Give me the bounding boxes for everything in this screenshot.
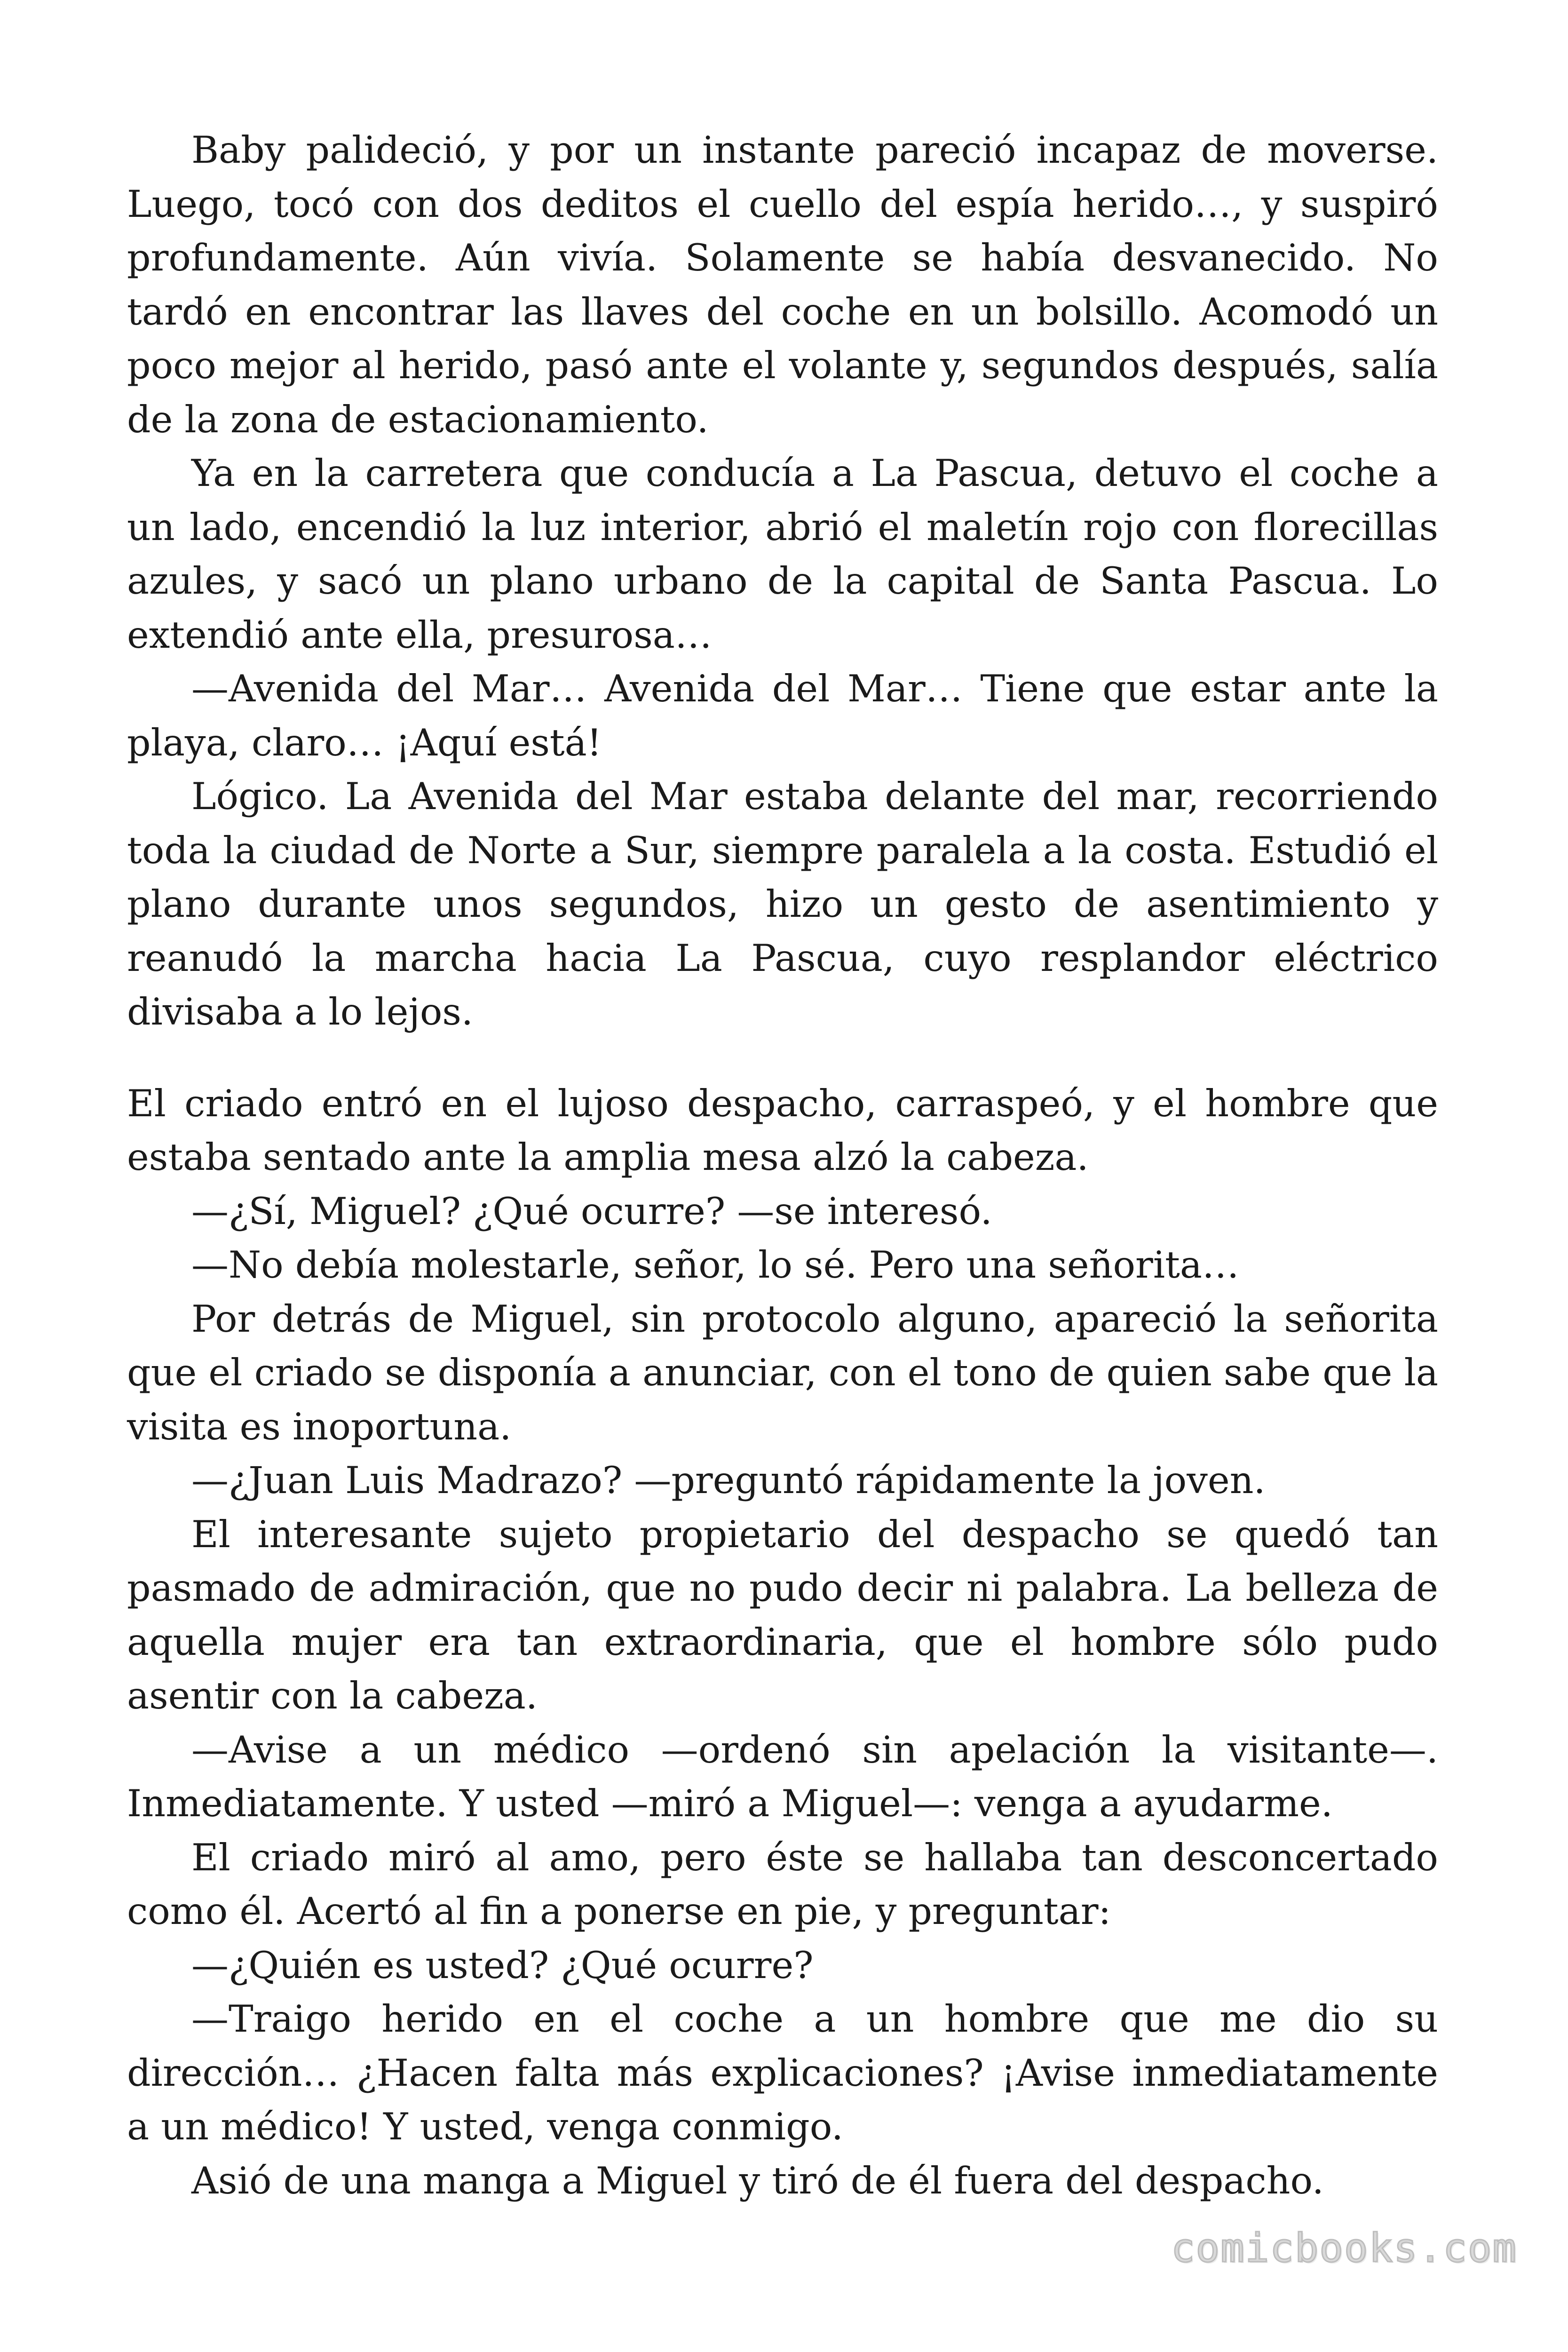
paragraph: —¿Juan Luis Madrazo? —preguntó rápidamente la joven. <box>191 1459 1266 1502</box>
paragraph: El criado entró en el lujoso despacho, carraspeó, y el hombre que estaba sentado ante la amplia mesa alzó la cabeza. <box>127 1081 1438 1179</box>
section-break <box>127 1039 1438 1077</box>
paragraph: Lógico. La Avenida del Mar estaba delante del mar, recorriendo toda la ciudad de Norte a Sur, siempre paralela a la costa. Estudió el plano durante unos segundos, hizo un gesto de asentimiento y reanudó la marcha hacia La Pascua, cuyo resplandor eléctrico divisaba a lo lejos. <box>127 775 1438 1033</box>
page-body <box>127 123 1438 2208</box>
paragraph: —Avise a un médico —ordenó sin apelación la visitante—. Inmediatamente. Y usted —miró a Miguel—: venga a ayudarme. <box>127 1728 1438 1825</box>
paragraph: Ya en la carretera que conducía a La Pascua, detuvo el coche a un lado, encendió la luz interior, abrió el maletín rojo con florecillas azules, y sacó un plano urbano de la capital de Santa Pascua. Lo extendió ante ella, presurosa… <box>127 452 1438 657</box>
paragraph: —Traigo herido en el coche a un hombre que me dio su dirección… ¿Hacen falta más explicaciones? ¡Avise inmediatamente a un médico! Y usted, venga conmigo. <box>127 1997 1438 2148</box>
paragraph: Asió de una manga a Miguel y tiró de él fuera del despacho. <box>191 2159 1324 2202</box>
paragraph: Por detrás de Miguel, sin protocolo alguno, apareció la señorita que el criado se disponía a anunciar, con el tono de quien sabe que la visita es inoportuna. <box>127 1297 1438 1448</box>
paragraph: El criado miró al amo, pero éste se hallaba tan desconcertado como él. Acertó al fin a ponerse en pie, y preguntar: <box>127 1836 1438 1933</box>
paragraph: —No debía molestarle, señor, lo sé. Pero una señorita… <box>191 1243 1239 1287</box>
paragraph: —Avenida del Mar… Avenida del Mar… Tiene que estar ante la playa, claro… ¡Aquí está! <box>127 667 1438 764</box>
watermark-text: comicbooks.com <box>1171 2225 1517 2271</box>
paragraph: —¿Sí, Miguel? ¿Qué ocurre? —se interesó. <box>191 1189 992 1233</box>
paragraph: Baby palideció, y por un instante pareció incapaz de moverse. Luego, tocó con dos deditos el cuello del espía herido…, y suspiró profundamente. Aún vivía. Solamente se había desvanecido. No tardó en encontrar las llaves del coche en un bolsillo. Acomodó un poco mejor al herido, pasó ante el volante y, segundos después, salía de la zona de estacionamiento. <box>127 128 1438 441</box>
paragraph: El interesante sujeto propietario del despacho se quedó tan pasmado de admiración, que no pudo decir ni palabra. La belleza de aquella mujer era tan extraordinaria, que el hombre sólo pudo asentir con la cabeza. <box>127 1512 1438 1717</box>
paragraph: —¿Quién es usted? ¿Qué ocurre? <box>191 1943 814 1987</box>
